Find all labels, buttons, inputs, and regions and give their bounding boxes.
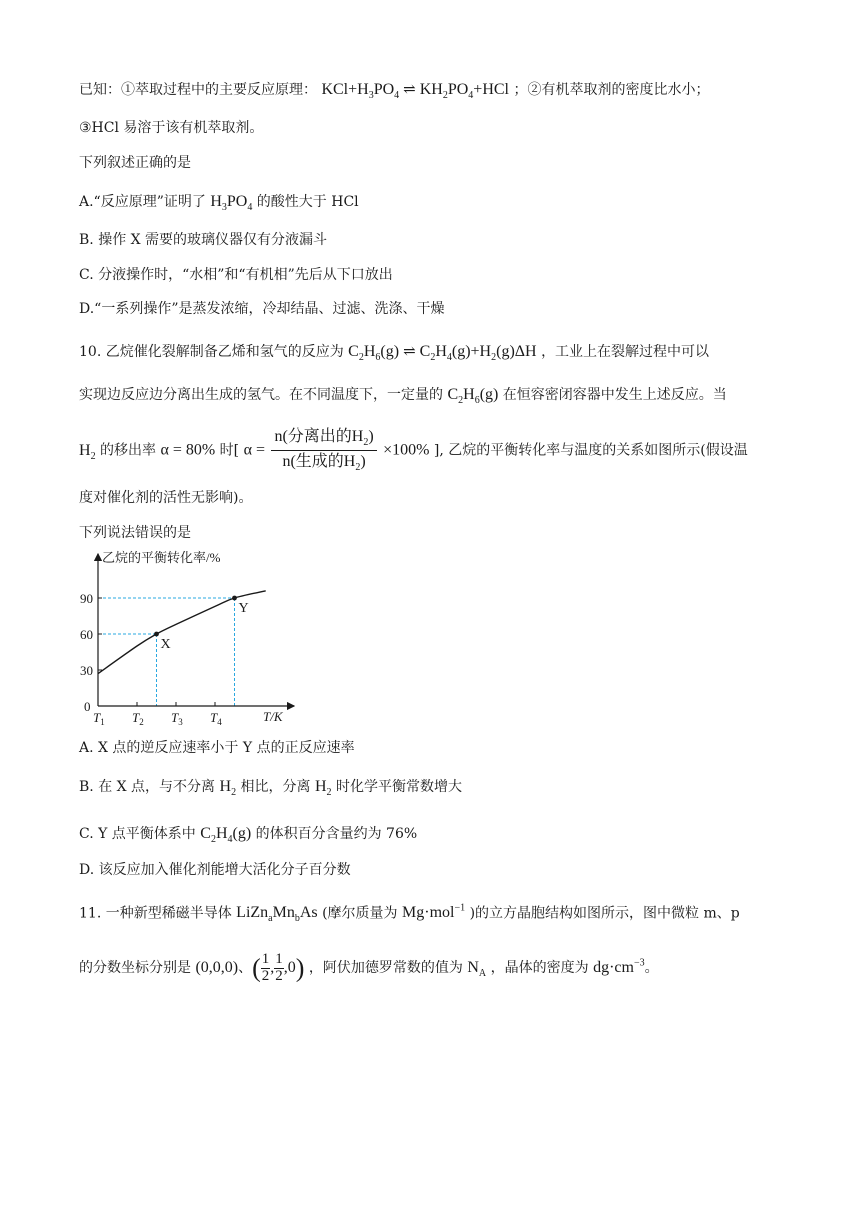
y-tick-label: 30 <box>80 663 93 678</box>
q11-line-1: 11. 一种新型稀磁半导体 $LiZn_aMn_bAs$ (摩尔质量为 Mg·mol$^{-1}$ )的立方晶胞结构如图所示，图中微粒 m、p <box>79 903 740 925</box>
q10-option-c: C. Y 点平衡体系中 $C_2H_4(g)$ 的体积百分含量约为 76% <box>79 825 418 846</box>
y-tick-label: 60 <box>80 627 93 642</box>
h3po4-formula: $H_3PO_4$ <box>210 193 253 214</box>
semiconductor-formula: $LiZn_aMn_bAs$ <box>236 904 318 925</box>
point-x <box>154 632 159 637</box>
q10-line-3: $H_2$ 的移出率 α = 80% 时[ α = $\frac{n(分离出的H_2)}{n(生成的H_2)}$ ×100% ], 乙烷的平衡转化率与温度的关系如图所示(假设温 <box>79 428 748 474</box>
y-tick-label: 90 <box>80 591 93 606</box>
point-label-y: Y <box>238 601 249 616</box>
cracking-equation: $C_2H_6(g)$ ⇌ $C_2H_4(g)+H_2(g)\Delta H$ <box>348 343 537 364</box>
q10-option-b: B. 在 X 点，与不分离 $H_2$ 相比，分离 $H_2$ 时化学平衡常数增大 <box>79 778 462 799</box>
q10-option-d: D. 该反应加入催化剂能增大活化分子百分数 <box>79 862 351 878</box>
q9-option-b: B. 操作 X 需要的玻璃仪器仅有分液漏斗 <box>79 232 328 248</box>
q11-line-2: 的分数坐标分别是 (0,0,0)、( $\frac{1}{2}$ , $\frac{1}{2}$ ,0) ，阿伏加德罗常数的值为 $N_A$ ，晶体的密度为 $dg\cdot cm^{-3}$。 <box>79 951 659 984</box>
coordinate-p: ( $\frac{1}{2}$ , $\frac{1}{2}$ ,0) <box>252 951 305 984</box>
q10-line-1: 10. 乙烷催化裂解制备乙烯和氢气的反应为 $C_2H_6(g)$ ⇌ $C_2H_4(g)+H_2(g)\Delta H$ ，工业上在裂解过程中可以 <box>79 343 710 364</box>
q10-line-4: 度对催化剂的活性无影响)。 <box>79 490 253 506</box>
point-label-x: X <box>160 637 171 652</box>
q9-stem: 下列叙述正确的是 <box>79 155 191 171</box>
known-line-2: ③HCl 易溶于该有机萃取剂。 <box>79 120 264 136</box>
x-tick-label: $T_1$ <box>93 710 105 727</box>
q9-option-a: A.“反应原理”证明了 $H_3PO_4$ 的酸性大于 HCl <box>79 193 359 214</box>
q10-stem: 下列说法错误的是 <box>79 525 191 541</box>
coordinate-m: (0,0,0) <box>195 958 239 976</box>
known-line-1: 已知：①萃取过程中的主要反应原理： $KCl+H_3PO_4$ ⇌ $KH_2PO_4+HCl$ ；②有机萃取剂的密度比水小； <box>79 81 710 102</box>
q10-option-a: A. X 点的逆反应速率小于 Y 点的正反应速率 <box>79 740 355 756</box>
x-tick-label: $T_4$ <box>210 710 222 727</box>
x-axis-label: T/K <box>263 709 283 724</box>
removal-rate-fraction: $\frac{n(分离出的H_2)}{n(生成的H_2)}$ <box>271 427 376 474</box>
y-axis-label: 乙烷的平衡转化率/% <box>102 550 221 565</box>
q9-option-d: D.“一系列操作”是蒸发浓缩，冷却结晶、过滤、洗涤、干燥 <box>79 301 445 317</box>
x-tick-label: $T_2$ <box>132 710 144 727</box>
q10-line-2: 实现边反应边分离出生成的氢气。在不同温度下，一定量的 $C_2H_6(g)$ 在恒容密闭容器中发生上述反应。当 <box>79 386 727 407</box>
q9-option-c: C. 分液操作时，“水相”和“有机相”先后从下口放出 <box>79 267 393 283</box>
extraction-equation: $KCl+H_3PO_4$ ⇌ $KH_2PO_4+HCl$ <box>321 81 509 102</box>
conversion-temperature-chart <box>80 548 300 728</box>
x-tick-label: $T_3$ <box>171 710 183 727</box>
point-y <box>232 596 237 601</box>
origin-label: 0 <box>84 699 91 714</box>
